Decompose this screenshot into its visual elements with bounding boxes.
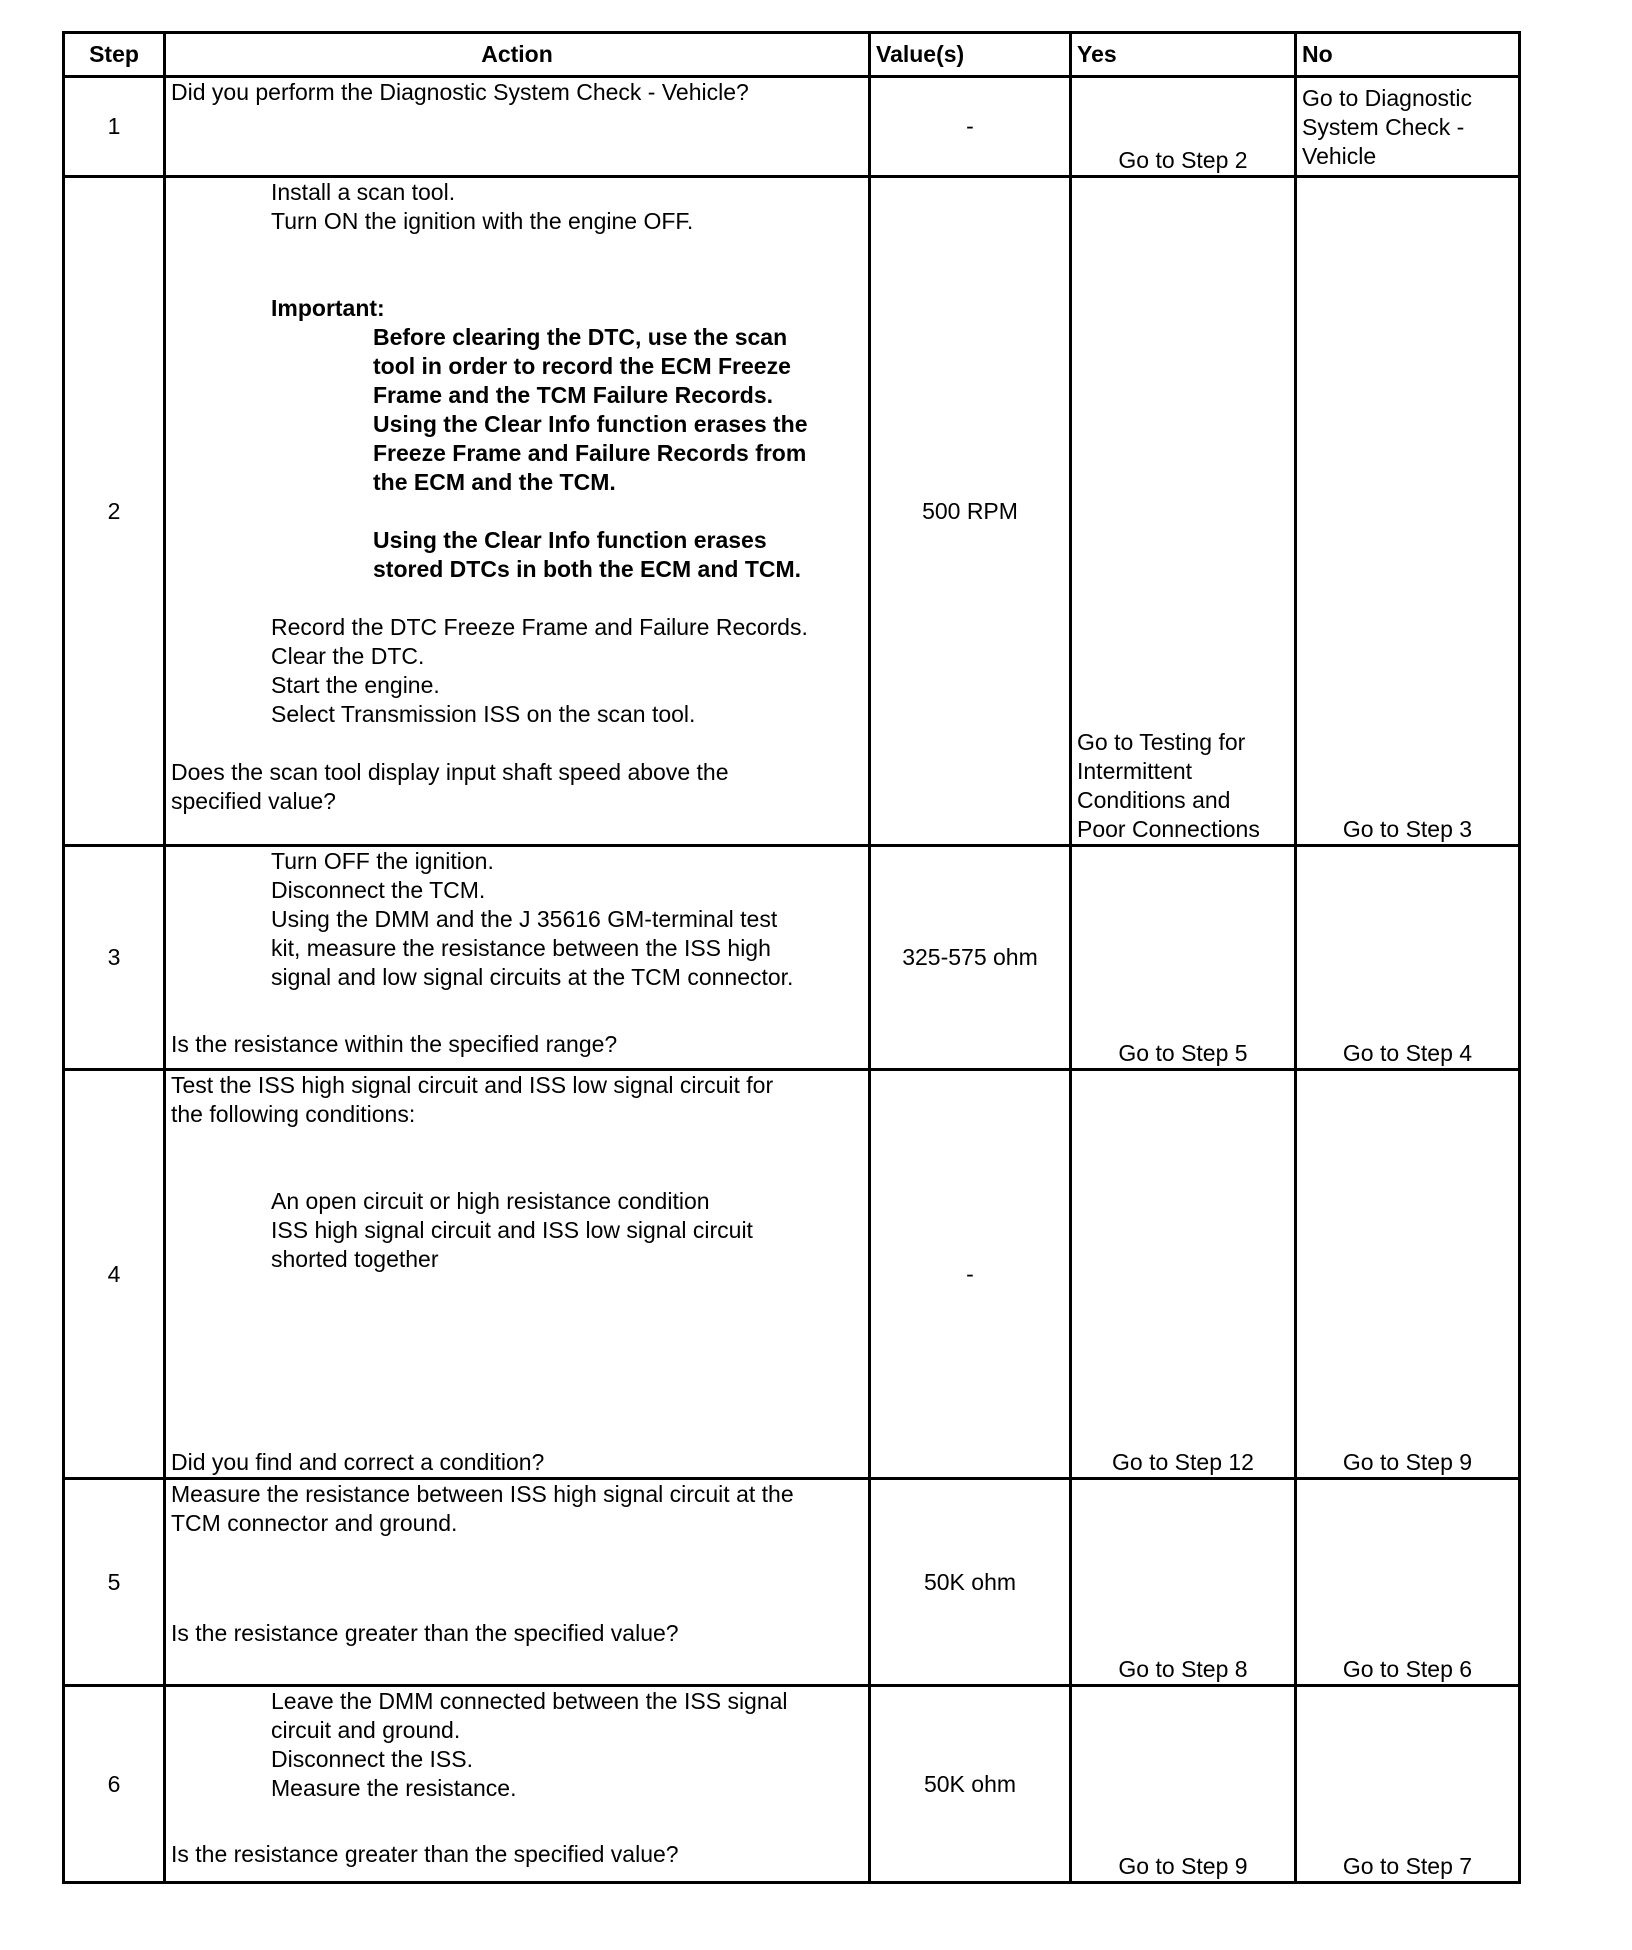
header-row — [64, 33, 1520, 77]
value-cell: 50K ohm — [870, 1686, 1071, 1883]
step-number: 4 — [64, 1070, 165, 1479]
no-cell: Go to Step 9 — [1296, 1070, 1520, 1479]
action-step: Using the DMM and the J 35616 GM-terminal test — [271, 906, 778, 932]
yes-cell: Go to Step 12 — [1071, 1070, 1296, 1479]
action-question: specified value? — [171, 788, 336, 814]
action-step: Measure the resistance. — [271, 1775, 517, 1801]
yes-cell: Go to Step 2 — [1071, 77, 1296, 177]
value-cell: - — [870, 77, 1071, 177]
value-cell: 50K ohm — [870, 1479, 1071, 1686]
no-cell: Go to Step 4 — [1296, 846, 1520, 1070]
header-values: Value(s) — [870, 33, 1071, 77]
action-step: Disconnect the ISS. — [271, 1746, 473, 1772]
action-step: Select Transmission ISS on the scan tool. — [271, 701, 696, 727]
table-row — [64, 77, 1520, 177]
table-row — [64, 177, 1520, 846]
yes-line: Conditions and — [1077, 787, 1231, 813]
value-cell: 325-575 ohm — [870, 846, 1071, 1070]
action-step: kit, measure the resistance between the ISS high — [271, 935, 771, 961]
action-step: Disconnect the TCM. — [271, 877, 486, 903]
no-line: Go to Diagnostic — [1302, 85, 1473, 111]
table-row — [64, 1686, 1520, 1883]
no-cell: Go to Step 7 — [1296, 1686, 1520, 1883]
header-step: Step — [64, 33, 165, 77]
important-text: Using the Clear Info function erases the — [373, 411, 808, 437]
important-text: Before clearing the DTC, use the scan — [373, 324, 788, 350]
condition-item: ISS high signal circuit and ISS low signal circuit — [271, 1217, 753, 1243]
important-text: Using the Clear Info function erases — [373, 527, 767, 553]
action-intro: TCM connector and ground. — [171, 1510, 458, 1536]
step-number: 1 — [64, 77, 165, 177]
table-row — [64, 846, 1520, 1070]
table-row — [64, 1479, 1520, 1686]
yes-cell: Go to Step 5 — [1071, 846, 1296, 1070]
action-step: Clear the DTC. — [271, 643, 425, 669]
important-text: stored DTCs in both the ECM and TCM. — [373, 556, 802, 582]
diagnostic-table — [62, 31, 1521, 1884]
no-line: System Check - — [1302, 114, 1465, 140]
action-intro: the following conditions: — [171, 1101, 416, 1127]
no-cell — [1296, 77, 1520, 177]
step-number: 6 — [64, 1686, 165, 1883]
action-cell — [165, 1686, 870, 1883]
yes-cell: Go to Step 8 — [1071, 1479, 1296, 1686]
header-yes: Yes — [1071, 33, 1296, 77]
action-step: signal and low signal circuits at the TCM connector. — [271, 964, 794, 990]
action-step: Record the DTC Freeze Frame and Failure Records. — [271, 614, 808, 640]
action-question: Is the resistance greater than the specified value? — [171, 1620, 679, 1646]
yes-cell: Go to Step 9 — [1071, 1686, 1296, 1883]
action-intro: Measure the resistance between ISS high signal circuit at the — [171, 1481, 794, 1507]
action-step: circuit and ground. — [271, 1717, 461, 1743]
important-text: Frame and the TCM Failure Records. — [373, 382, 774, 408]
header-no: No — [1296, 33, 1520, 77]
action-cell — [165, 846, 870, 1070]
yes-cell — [1071, 177, 1296, 846]
action-step: Turn OFF the ignition. — [271, 848, 494, 874]
action-question: Is the resistance within the specified range? — [171, 1031, 618, 1057]
action-cell — [165, 177, 870, 846]
important-text: the ECM and the TCM. — [373, 469, 616, 495]
important-text: tool in order to record the ECM Freeze — [373, 353, 791, 379]
action-question: Did you perform the Diagnostic System Check - Vehicle? — [171, 79, 749, 105]
action-question: Does the scan tool display input shaft speed above the — [171, 759, 729, 785]
no-cell: Go to Step 3 — [1296, 177, 1520, 846]
important-text: Freeze Frame and Failure Records from — [373, 440, 807, 466]
condition-item: shorted together — [271, 1246, 439, 1272]
action-question: Did you find and correct a condition? — [171, 1449, 545, 1475]
header-action: Action — [165, 33, 870, 77]
value-cell: - — [870, 1070, 1071, 1479]
important-label: Important: — [271, 295, 385, 321]
action-step: Leave the DMM connected between the ISS signal — [271, 1688, 788, 1714]
no-cell: Go to Step 6 — [1296, 1479, 1520, 1686]
action-cell — [165, 1070, 870, 1479]
step-number: 5 — [64, 1479, 165, 1686]
action-step: Turn ON the ignition with the engine OFF. — [271, 208, 694, 234]
table-row — [64, 1070, 1520, 1479]
action-step: Start the engine. — [271, 672, 440, 698]
action-step: Install a scan tool. — [271, 179, 456, 205]
step-number: 3 — [64, 846, 165, 1070]
action-intro: Test the ISS high signal circuit and ISS low signal circuit for — [171, 1072, 774, 1098]
action-cell — [165, 77, 870, 177]
yes-line: Poor Connections — [1077, 816, 1260, 842]
value-cell: 500 RPM — [870, 177, 1071, 846]
yes-line: Intermittent — [1077, 758, 1193, 784]
action-question: Is the resistance greater than the specified value? — [171, 1841, 679, 1867]
action-cell — [165, 1479, 870, 1686]
yes-line: Go to Testing for — [1077, 729, 1246, 755]
condition-item: An open circuit or high resistance condition — [271, 1188, 710, 1214]
step-number: 2 — [64, 177, 165, 846]
no-line: Vehicle — [1302, 143, 1377, 169]
